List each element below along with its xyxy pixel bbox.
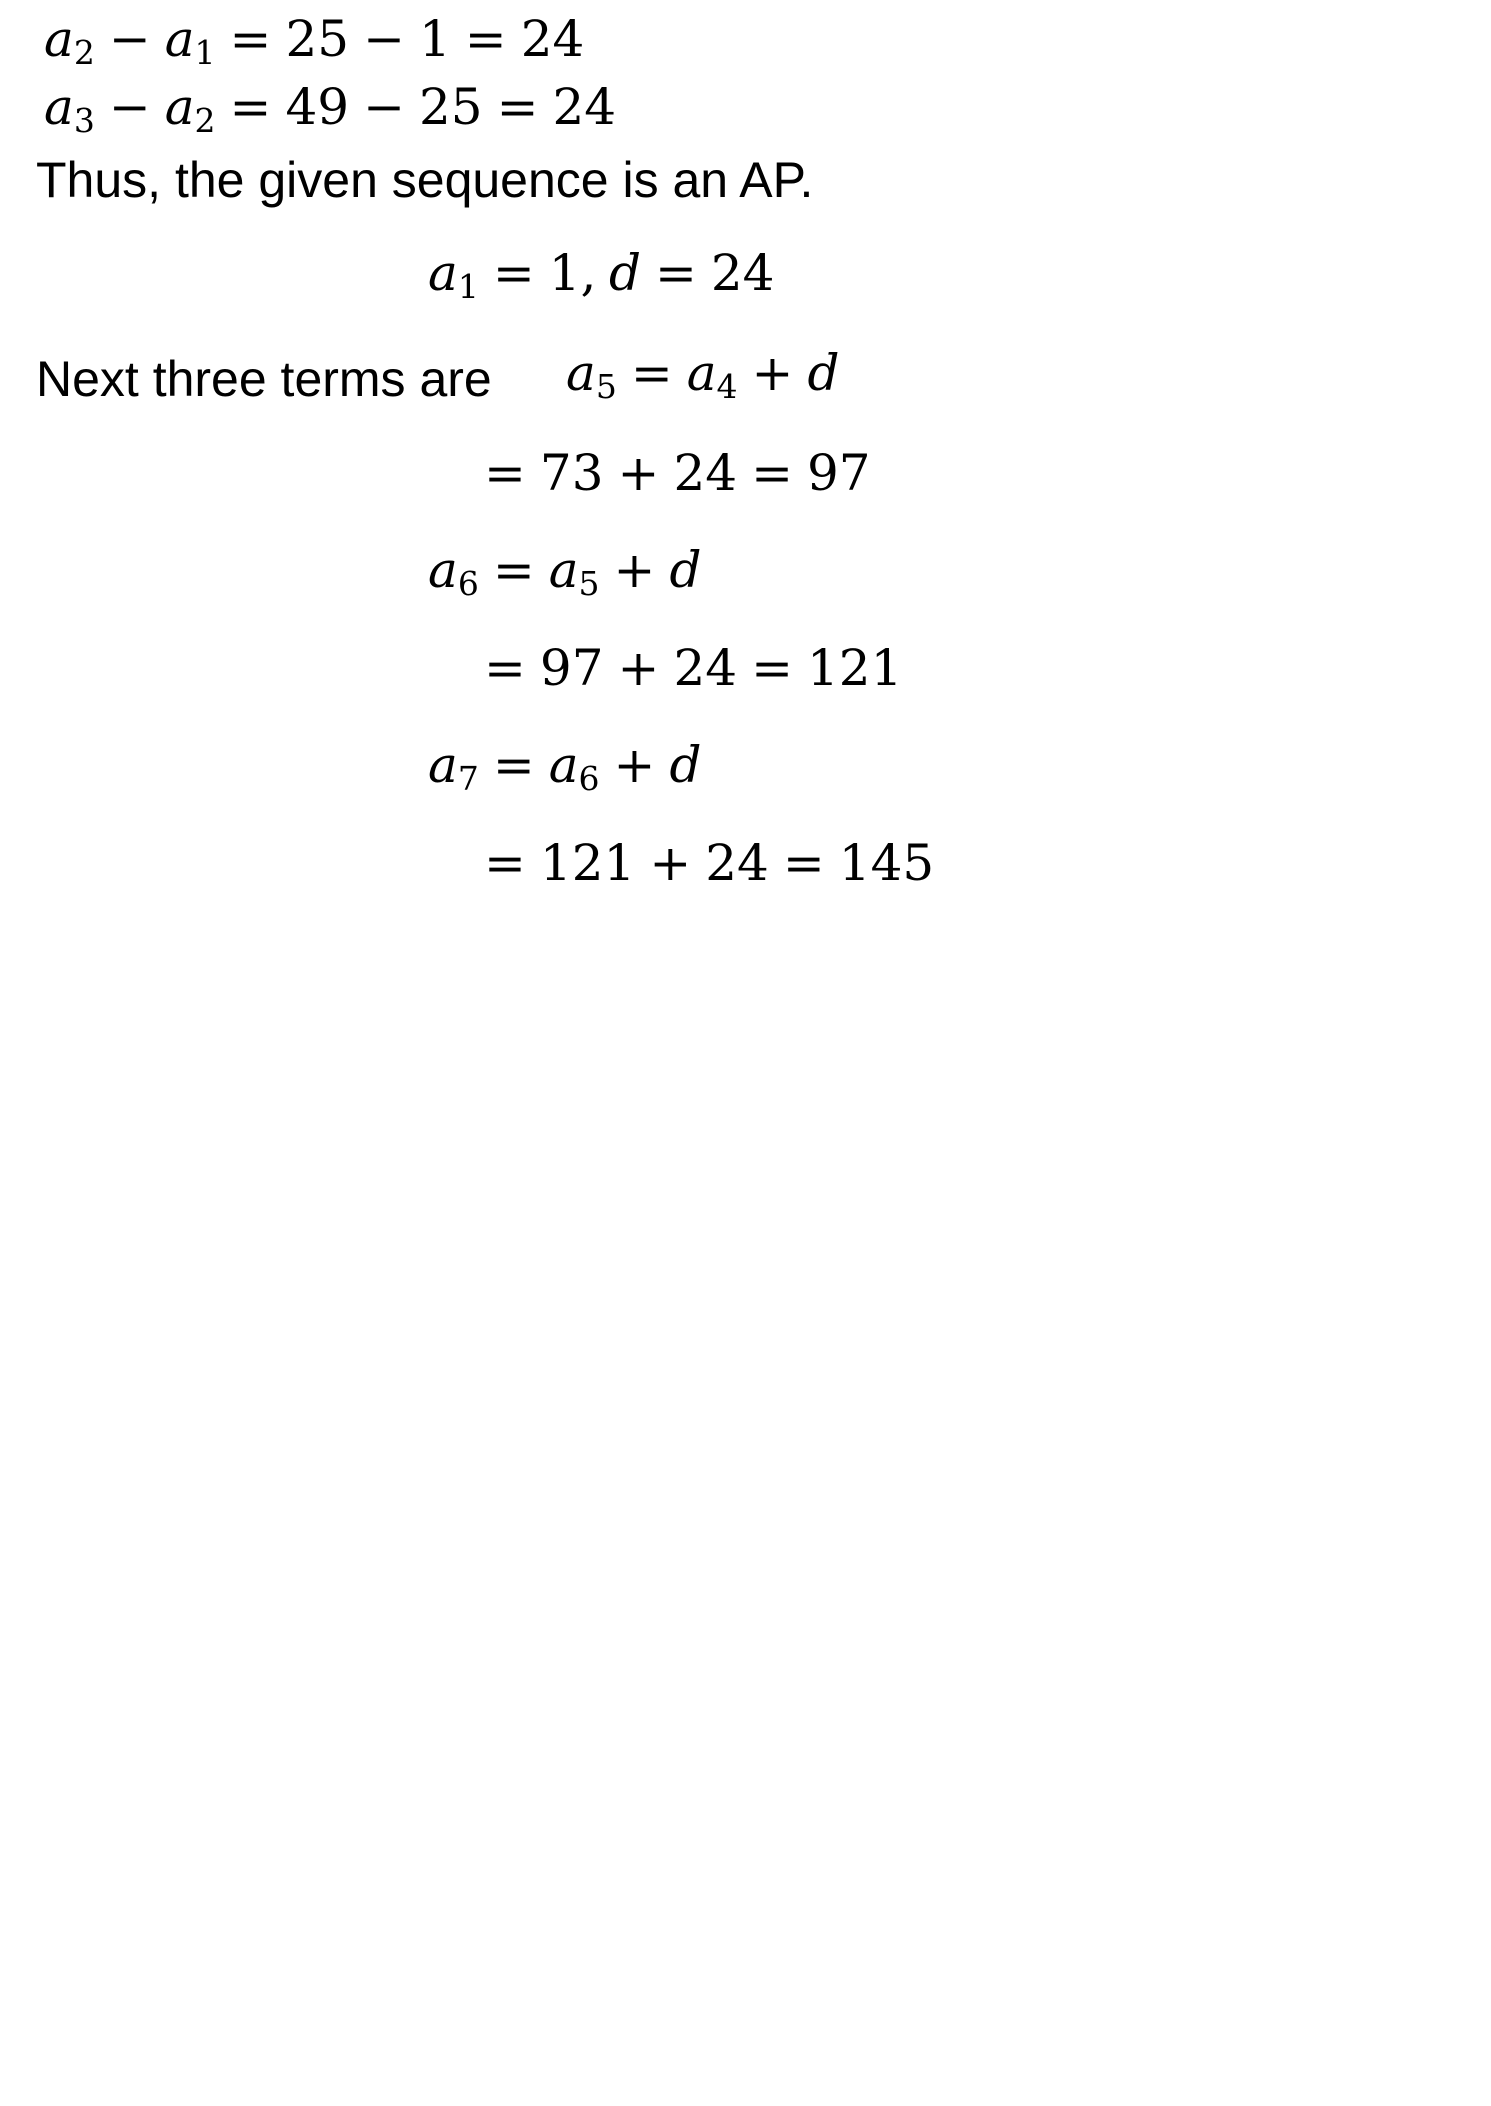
equation-a5-value: = 73 + 24 = 97 xyxy=(484,444,871,502)
conclusion-text: Thus, the given sequence is an AP. xyxy=(36,152,814,208)
equation-a5: $a_5 = a_4 + d$ xyxy=(566,344,840,406)
equation-a6: $a_6 = a_5 + d$ xyxy=(428,541,702,603)
equation-a7: $a_7 = a_6 + d$ xyxy=(428,736,702,798)
equation-a1-and-d: $a_1 = 1$, d = 24 xyxy=(428,244,775,306)
equation-a6-value: = 97 + 24 = 121 xyxy=(484,639,903,697)
equation-a3-minus-a2: $a_3 - a_2 = 49 - 25 = 24$ xyxy=(44,78,617,140)
equation-a7-value: = 121 + 24 = 145 xyxy=(484,834,935,892)
equation-a2-minus-a1: $a_2 - a_1 = 25 - 1 = 24$ xyxy=(44,10,585,72)
next-terms-label: Next three terms are xyxy=(36,351,492,407)
